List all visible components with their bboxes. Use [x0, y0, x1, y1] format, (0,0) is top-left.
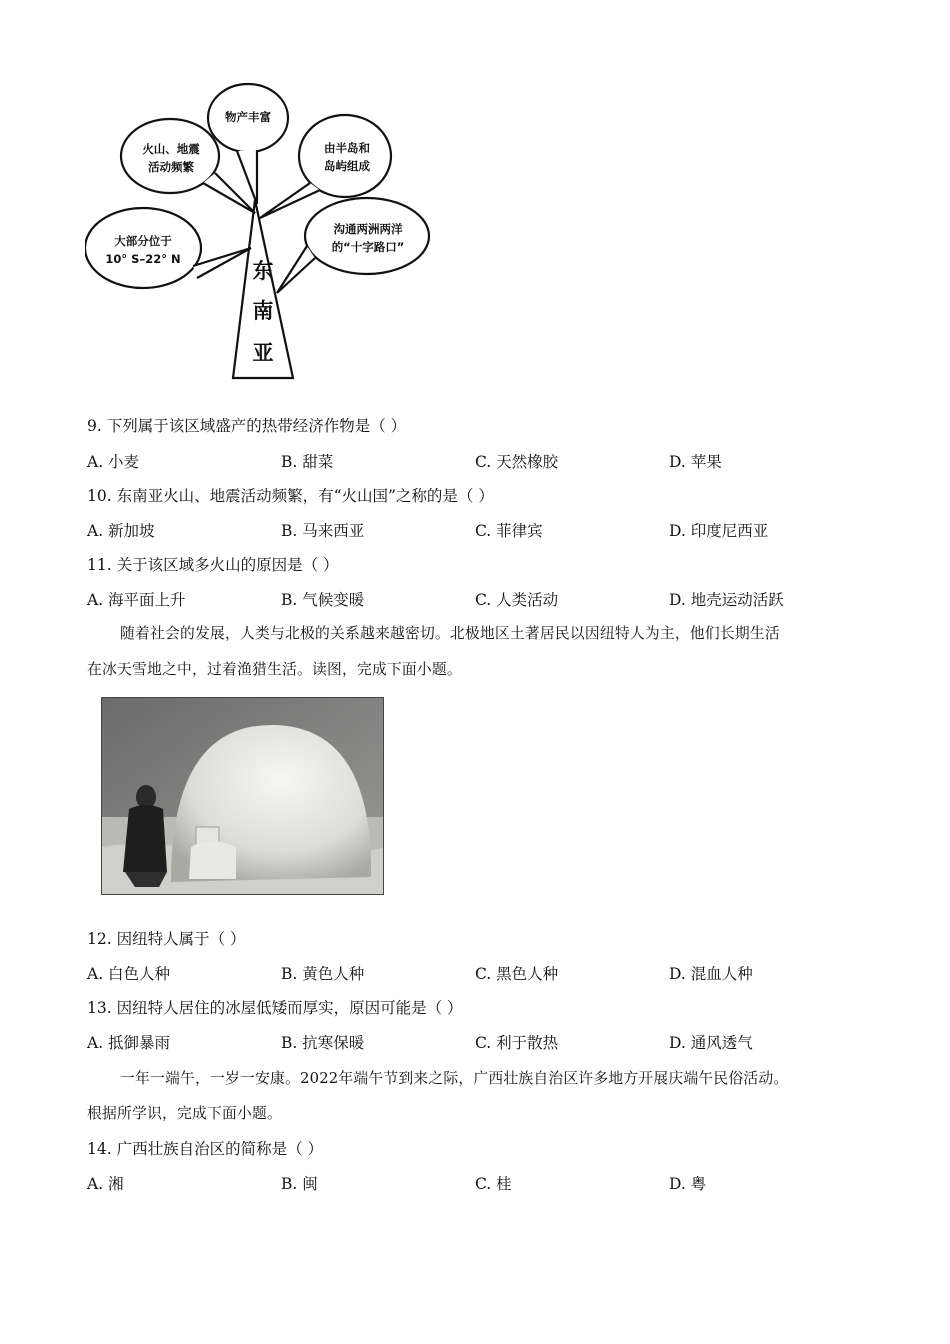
question-9-option-c: C. 天然橡胶	[475, 453, 559, 471]
trunk-char-3: 亚	[252, 341, 274, 365]
question-12-option-c: C. 黑色人种	[475, 965, 559, 983]
question-10-option-c: C. 菲律宾	[475, 522, 543, 540]
question-11-option-b: B. 气候变暖	[281, 591, 365, 609]
question-12-option-a: A. 白色人种	[87, 965, 171, 983]
trunk-char-2: 南	[252, 299, 274, 323]
bubble-peninsula-line2: 岛屿组成	[324, 159, 370, 173]
arctic-passage-line2: 在冰天雪地之中，过着渔猎生活。读图，完成下面小题。	[87, 661, 462, 678]
question-11-option-a: A. 海平面上升	[87, 591, 186, 609]
bubble-crossroads-line1: 沟通两洲两洋	[333, 222, 403, 236]
question-13-option-b: B. 抗寒保暖	[281, 1034, 365, 1052]
question-13-option-d: D. 通风透气	[669, 1034, 753, 1052]
question-11-option-d: D. 地壳运动活跃	[669, 591, 784, 609]
bubble-volcano-line1: 火山、地震	[142, 142, 200, 156]
arctic-passage-line1: 随着社会的发展，人类与北极的关系越来越密切。北极地区土著居民以因纽特人为主，他们长期生活	[120, 625, 780, 642]
question-12-option-b: B. 黄色人种	[281, 965, 365, 983]
question-13-option-a: A. 抵御暴雨	[87, 1034, 171, 1052]
bubble-latitude-line2: 10° S–22° N	[105, 252, 181, 266]
question-14-option-b: B. 闽	[281, 1175, 318, 1193]
southeast-asia-tree-figure	[85, 78, 445, 388]
question-12-option-d: D. 混血人种	[669, 965, 753, 983]
igloo-photo	[101, 697, 384, 895]
question-14-option-d: D. 粤	[669, 1175, 707, 1193]
question-14-option-a: A. 湘	[87, 1175, 124, 1193]
bubble-crossroads-line2: 的“十字路口”	[331, 240, 405, 254]
dragon-passage-line2: 根据所学识，完成下面小题。	[87, 1105, 282, 1122]
question-12-stem: 12. 因纽特人属于（ ）	[87, 930, 246, 948]
dragon-passage-line1: 一年一端午，一岁一安康。2022年端午节到来之际，广西壮族自治区许多地方开展庆端午民俗活动。	[120, 1070, 789, 1087]
bubble-products: 物产丰富	[225, 110, 271, 124]
question-11-stem: 11. 关于该区域多火山的原因是（ ）	[87, 556, 339, 574]
bubble-latitude-line1: 大部分位于	[114, 234, 172, 248]
question-14-stem: 14. 广西壮族自治区的简称是（ ）	[87, 1140, 324, 1158]
question-9-stem: 9. 下列属于该区域盛产的热带经济作物是（ ）	[87, 417, 407, 435]
question-10-option-d: D. 印度尼西亚	[669, 522, 769, 540]
question-9-option-d: D. 苹果	[669, 453, 722, 471]
question-10-stem: 10. 东南亚火山、地震活动频繁，有“火山国”之称的是（ ）	[87, 487, 494, 505]
bubble-volcano-line2: 活动频繁	[148, 160, 194, 174]
trunk-char-1: 东	[252, 259, 274, 283]
question-13-stem: 13. 因纽特人居住的冰屋低矮而厚实，原因可能是（ ）	[87, 999, 463, 1017]
question-14-option-c: C. 桂	[475, 1175, 512, 1193]
question-10-option-b: B. 马来西亚	[281, 522, 365, 540]
question-9-option-b: B. 甜菜	[281, 453, 334, 471]
question-11-option-c: C. 人类活动	[475, 591, 559, 609]
question-9-option-a: A. 小麦	[87, 453, 140, 471]
question-10-option-a: A. 新加坡	[87, 522, 155, 540]
question-13-option-c: C. 利于散热	[475, 1034, 559, 1052]
bubble-peninsula-line1: 由半岛和	[324, 141, 370, 155]
